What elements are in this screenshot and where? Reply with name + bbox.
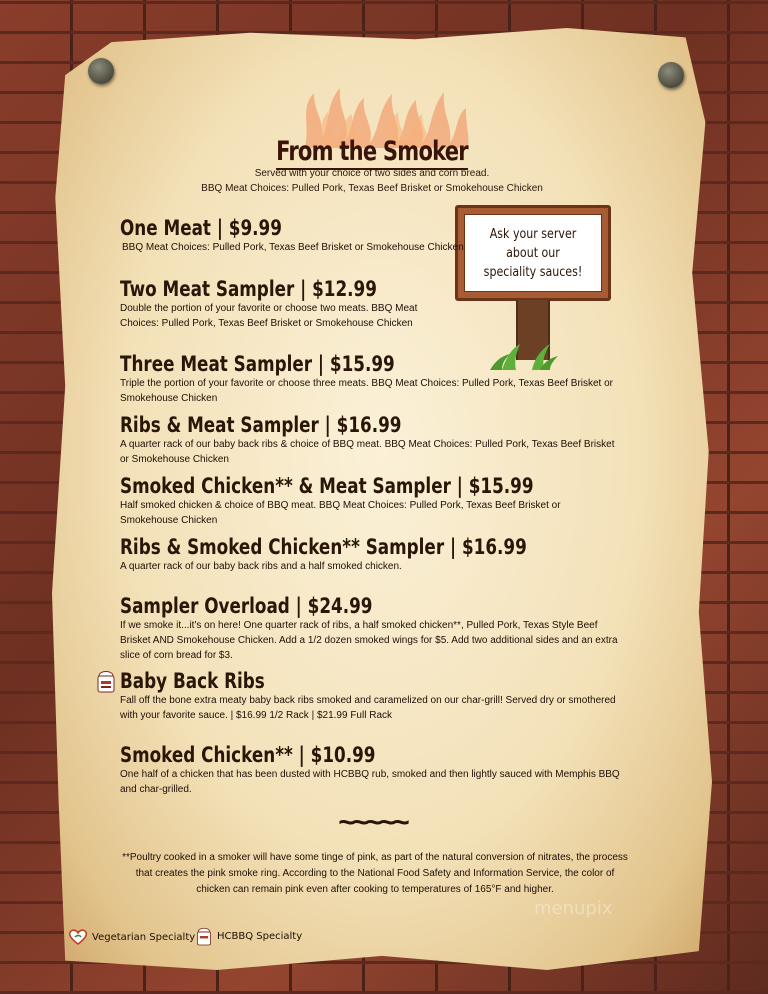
pin-icon — [658, 62, 684, 88]
item-name: Ribs & Meat Sampler | $16.99 — [120, 413, 402, 437]
item-desc: Triple the portion of your favorite or choose three meats. BBQ Meat Choices: Pulled Pork, Texas Beef Brisket or Smokehouse Chicken — [120, 378, 614, 404]
menu-item — [120, 669, 620, 723]
item-name: Three Meat Sampler | $15.99 — [120, 352, 395, 376]
item-desc: Double the portion of your favorite or choose two meats. BBQ Meat Choices: Pulled Pork, Texas Beef Brisket or Smokehouse Chicken — [120, 303, 418, 329]
menu-item — [120, 743, 620, 797]
legend-vegetarian — [68, 929, 195, 945]
item-name: Baby Back Ribs — [120, 669, 265, 693]
item-desc: BBQ Meat Choices: Pulled Pork, Texas Beef Brisket or Smokehouse Chicken — [122, 242, 464, 253]
item-name: One Meat | $9.99 — [120, 216, 282, 240]
divider: ~~~~~ — [338, 806, 406, 839]
item-desc: Half smoked chicken & choice of BBQ meat. BBQ Meat Choices: Pulled Pork, Texas Beef Brisket or Smokehouse Chicken — [120, 500, 561, 526]
legend-hcbbq — [195, 925, 302, 947]
subtitle-meat-choices: BBQ Meat Choices: Pulled Pork, Texas Beef Brisket or Smokehouse Chicken — [201, 183, 543, 194]
legend-veg-label: Vegetarian Specialty — [92, 931, 196, 943]
menu-item — [120, 535, 620, 574]
hcbbq-icon — [195, 925, 213, 947]
page-title: From the Smoker — [82, 136, 662, 167]
item-name: Ribs & Smoked Chicken** Sampler | $16.99 — [120, 535, 527, 559]
menu-item — [120, 216, 620, 255]
menu-item — [120, 594, 620, 663]
watermark: menupix — [534, 898, 613, 919]
item-name: Smoked Chicken** & Meat Sampler | $15.99 — [120, 474, 534, 498]
item-name: Sampler Overload | $24.99 — [120, 594, 373, 618]
menu-item — [120, 413, 620, 467]
poultry-footnote: **Poultry cooked in a smoker will have some tinge of pink, as part of the natural conversion of nitrates, the process that creates the pink smoke ring. According to the National Food Safety and Information Service, the color of chicken can remain pink even after cooking to temperatures of 165°F and higher. — [122, 852, 628, 895]
item-desc: If we smoke it...it's on here! One quarter rack of ribs, a half smoked chicken**, Pulled Pork, Texas Style Beef Brisket AND Smokehouse Chicken. Add a 1/2 dozen smoked wings for $5. Add two additional sides and an extra slice of corn bread for $3. — [120, 620, 618, 661]
heart-icon — [68, 929, 88, 945]
menu-item — [120, 277, 450, 331]
subtitle-sides: Served with your choice of two sides and corn bread. — [254, 168, 490, 179]
sign-text: Ask your server about our speciality sauces! — [483, 226, 583, 280]
pin-icon — [88, 58, 114, 84]
item-name: Smoked Chicken** | $10.99 — [120, 743, 376, 767]
menu-item — [120, 352, 620, 406]
menu-item — [120, 474, 620, 528]
item-desc: A quarter rack of our baby back ribs & choice of BBQ meat. BBQ Meat Choices: Pulled Pork, Texas Beef Brisket or Smokehouse Chicken — [120, 439, 615, 465]
item-desc: A quarter rack of our baby back ribs and a half smoked chicken. — [120, 561, 402, 572]
item-desc: Fall off the bone extra meaty baby back ribs smoked and caramelized on our char-grill! Served dry or smothered with your favorite sauce. | $16.99 1/2 Rack | $21.99 Full Rack — [120, 695, 616, 721]
item-desc: One half of a chicken that has been dusted with HCBBQ rub, smoked and then lightly sauced with Memphis BBQ and char-grilled. — [120, 769, 620, 795]
legend-hcbbq-label: HCBBQ Specialty — [217, 930, 303, 942]
item-name: Two Meat Sampler | $12.99 — [120, 277, 377, 301]
hcbbq-specialty-icon — [95, 668, 117, 694]
